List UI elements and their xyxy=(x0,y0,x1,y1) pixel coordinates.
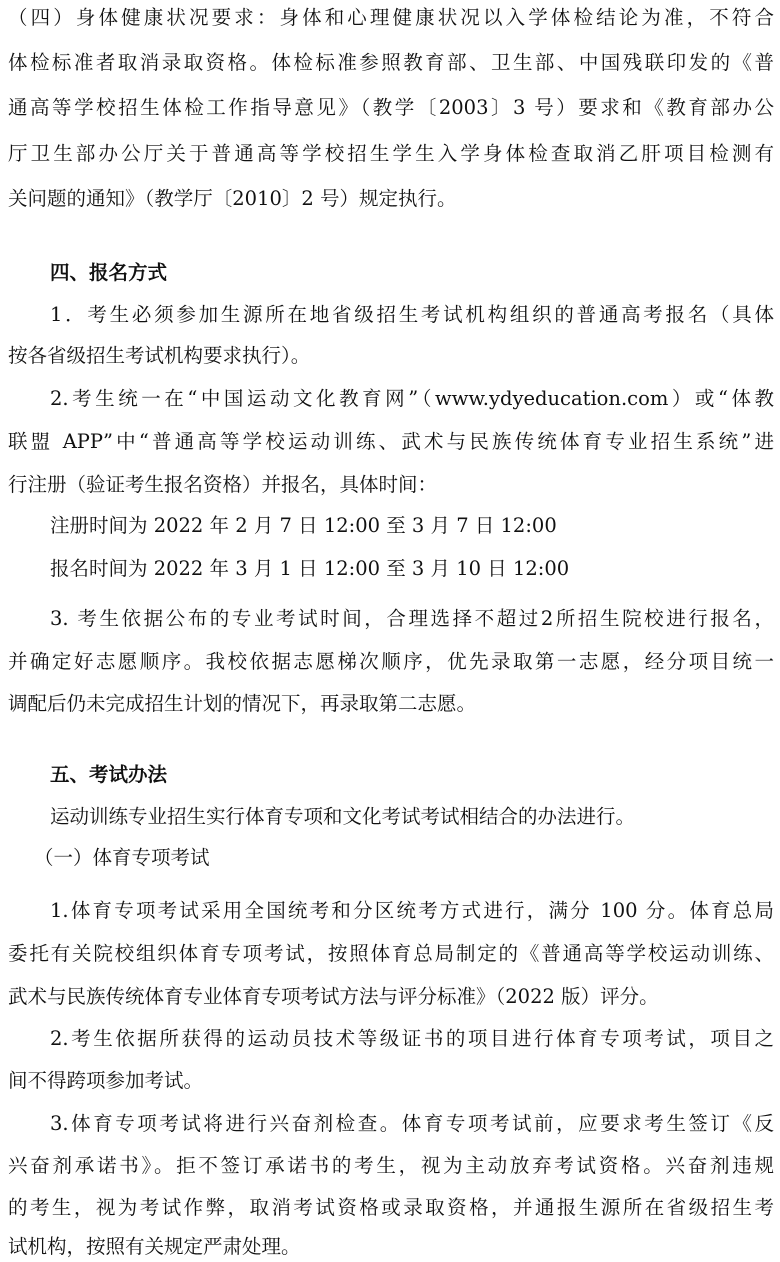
exam-p1-line-3: 武术与民族传统体育专业体育专项考试方法与评分标准》（2022 版）评分。 xyxy=(8,985,659,1008)
exam-p2-line-1: 2.考生依据所获得的运动员技术等级证书的项目进行体育专项考试，项目之 xyxy=(50,1027,774,1050)
exam-sub-heading: （一）体育专项考试 xyxy=(34,846,210,869)
registration-p2-line-1: 2.考生统一在“中国运动文化教育网”（www.ydyeducation.com）或“体教 xyxy=(50,387,774,410)
registration-p3-line-3: 调配后仍未完成招生计划的情况下，再录取第二志愿。 xyxy=(8,692,477,715)
exam-p3-line-2: 兴奋剂承诺书》。拒不签订承诺书的考生，视为主动放弃考试资格。兴奋剂违规 xyxy=(8,1154,774,1177)
signup-time: 报名时间为 2022 年 3 月 1 日 12:00 至 3 月 10 日 12:00 xyxy=(50,557,570,580)
registration-p3-line-2: 并确定好志愿顺序。我校依据志愿梯次顺序，优先录取第一志愿，经分项目统一 xyxy=(8,650,774,673)
exam-p1-line-2: 委托有关院校组织体育专项考试，按照体育总局制定的《普通高等学校运动训练、 xyxy=(8,942,774,965)
exam-p3-line-1: 3.体育专项考试将进行兴奋剂检查。体育专项考试前，应要求考生签订《反 xyxy=(50,1112,774,1135)
registration-heading: 四、报名方式 xyxy=(50,261,168,284)
exam-p1-line-1: 1.体育专项考试采用全国统考和分区统考方式进行，满分 100 分。体育总局 xyxy=(50,899,774,922)
registration-p1-line-1: 1．考生必须参加生源所在地省级招生考试机构组织的普通高考报名（具体 xyxy=(50,303,774,326)
exam-p3-line-3: 的考生，视为考试作弊，取消考试资格或录取资格，并通报生源所在省级招生考 xyxy=(8,1196,774,1219)
health-line-1: （四）身体健康状况要求：身体和心理健康状况以入学体检结论为准，不符合 xyxy=(8,6,774,29)
health-line-4: 厅卫生部办公厅关于普通高等学校招生学生入学身体检查取消乙肝项目检测有 xyxy=(8,142,774,165)
registration-p2-line-3: 行注册（验证考生报名资格）并报名，具体时间： xyxy=(8,473,438,496)
registration-p1-line-2: 按各省级招生考试机构要求执行）。 xyxy=(8,344,311,367)
exam-p2-line-2: 间不得跨项参加考试。 xyxy=(8,1069,204,1092)
health-line-2: 体检标准者取消录取资格。体检标准参照教育部、卫生部、中国残联印发的《普 xyxy=(8,51,774,74)
health-line-5: 关问题的通知》（教学厅〔2010〕2 号）规定执行。 xyxy=(8,187,457,210)
exam-p3-line-4: 试机构，按照有关规定严肃处理。 xyxy=(8,1235,301,1258)
registration-p3-line-1: 3. 考生依据公布的专业考试时间，合理选择不超过2所招生院校进行报名， xyxy=(50,607,774,630)
register-time: 注册时间为 2022 年 2 月 7 日 12:00 至 3 月 7 日 12:00 xyxy=(50,514,557,537)
registration-p2-line-2: 联盟 APP”中“普通高等学校运动训练、武术与民族传统体育专业招生系统”进 xyxy=(8,430,774,453)
health-line-3: 通高等学校招生体检工作指导意见》（教学〔2003〕3 号）要求和《教育部办公 xyxy=(8,96,774,119)
exam-heading: 五、考试办法 xyxy=(50,763,168,786)
exam-intro: 运动训练专业招生实行体育专项和文化考试考试相结合的办法进行。 xyxy=(50,805,636,828)
